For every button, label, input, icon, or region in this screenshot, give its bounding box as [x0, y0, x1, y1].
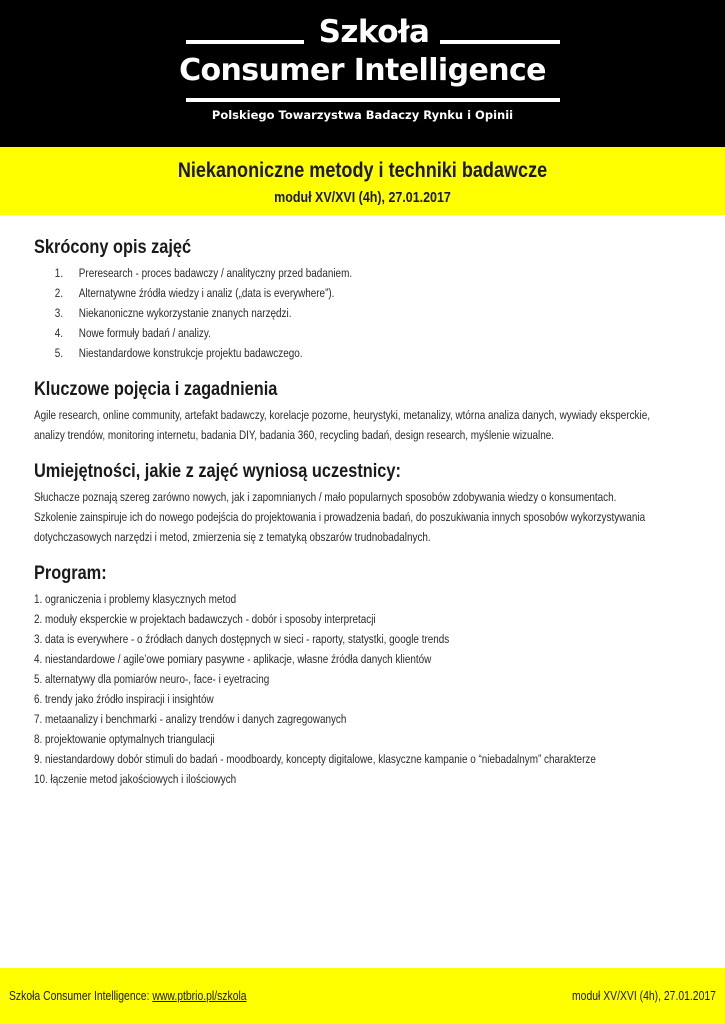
title-band: [0, 147, 725, 215]
document-title: Niekanoniczne metody i techniki badawcze: [177, 159, 548, 182]
logo-rule-right: [440, 40, 560, 44]
section-skills: [34, 457, 694, 547]
program-item: 4. niestandardowe / agile’owe pomiary pasywne - aplikacje, własne źródła danych klientów: [34, 652, 432, 666]
paragraph-line: Agile research, online community, artefakt badawczy, korelacje pozorne, heurystyki, metanalizy, wtórna analiza danych, wywiady eksperckie,: [34, 408, 650, 422]
logo-consumer-intelligence-text: Consumer Intelligence: [179, 53, 546, 88]
program-item: 8. projektowanie optymalnych triangulacji: [34, 732, 215, 746]
header-banner: [0, 0, 725, 147]
program-item: 2. moduły eksperckie w projektach badawczych - dobór i sposoby interpretacji: [34, 612, 376, 626]
program-item: 1. ograniczenia i problemy klasycznych metod: [34, 592, 237, 606]
list-item: 2. Alternatywne źródła wiedzy i analiz („data is everywhere”).: [54, 286, 335, 300]
footer-label: Szkoła Consumer Intelligence:: [9, 988, 153, 1003]
paragraph-line: dotychczasowych narzędzi i metod, zmierzenia się z tematyką obszarów trudnobadalnych.: [34, 530, 431, 544]
description-list: [34, 263, 694, 363]
footer-band: [0, 968, 725, 1024]
footer-website-link[interactable]: www.ptbrio.pl/szkola: [152, 988, 247, 1003]
footer-school-info: [9, 987, 247, 1005]
logo-rule-left: [186, 40, 304, 44]
section-concepts: [34, 375, 694, 445]
logo-top-row: [0, 12, 725, 52]
program-item: 6. trendy jako źródło inspiracji i insightów: [34, 692, 214, 706]
section-heading-concepts: Kluczowe pojęcia i zagadnienia: [34, 379, 278, 400]
program-item: 9. niestandardowy dobór stimuli do badań - moodboardy, koncepty digitalowe, klasyczne kampanie o “niebadalnym” charakterze: [34, 752, 596, 766]
section-description: [34, 233, 694, 363]
paragraph-line: Szkolenie zainspiruje ich do nowego podejścia do projektowania i prowadzenia badań, do poszukiwania innych sposobów wykorzystywania: [34, 510, 646, 524]
logo-rule-bottom: [186, 98, 560, 102]
list-item: 1. Preresearch - proces badawczy / analityczny przed badaniem.: [54, 266, 353, 280]
section-heading-skills: Umiejętności, jakie z zajęć wyniosą uczestnicy:: [34, 461, 401, 482]
paragraph-line: analizy trendów, monitoring internetu, badania DIY, badania 360, recycling badań, design research, myślenie wizualne.: [34, 428, 554, 442]
document-subtitle: moduł XV/XVI (4h), 27.01.2017: [274, 190, 451, 206]
section-program: [34, 559, 694, 789]
section-heading-program: Program:: [34, 563, 107, 584]
list-item: 4. Nowe formuły badań / analizy.: [54, 326, 211, 340]
paragraph-line: Słuchacze poznają szereg zarówno nowych, jak i zapomnianych / mało popularnych sposobów zdobywania wiedzy o konsumentach.: [34, 490, 617, 504]
program-item: 5. alternatywy dla pomiarów neuro-, face- i eyetracing: [34, 672, 270, 686]
program-item: 3. data is everywhere - o źródłach danych dostępnych w sieci - raporty, statystki, google trends: [34, 632, 450, 646]
section-heading-description: Skrócony opis zajęć: [34, 237, 192, 258]
list-item: 5. Niestandardowe konstrukcje projektu badawczego.: [54, 346, 303, 360]
main-content: [34, 233, 694, 801]
program-item: 7. metaanalizy i benchmarki - analizy trendów i danych zagregowanych: [34, 712, 347, 726]
footer-module-date: moduł XV/XVI (4h), 27.01.2017: [572, 988, 716, 1003]
logo-subtitle: Polskiego Towarzystwa Badaczy Rynku i Opinii: [211, 108, 514, 122]
list-item: 3. Niekanoniczne wykorzystanie znanych narzędzi.: [54, 306, 292, 320]
program-item: 10. łączenie metod jakościowych i ilościowych: [34, 772, 237, 786]
logo-szkola-text: Szkoła: [318, 14, 430, 50]
